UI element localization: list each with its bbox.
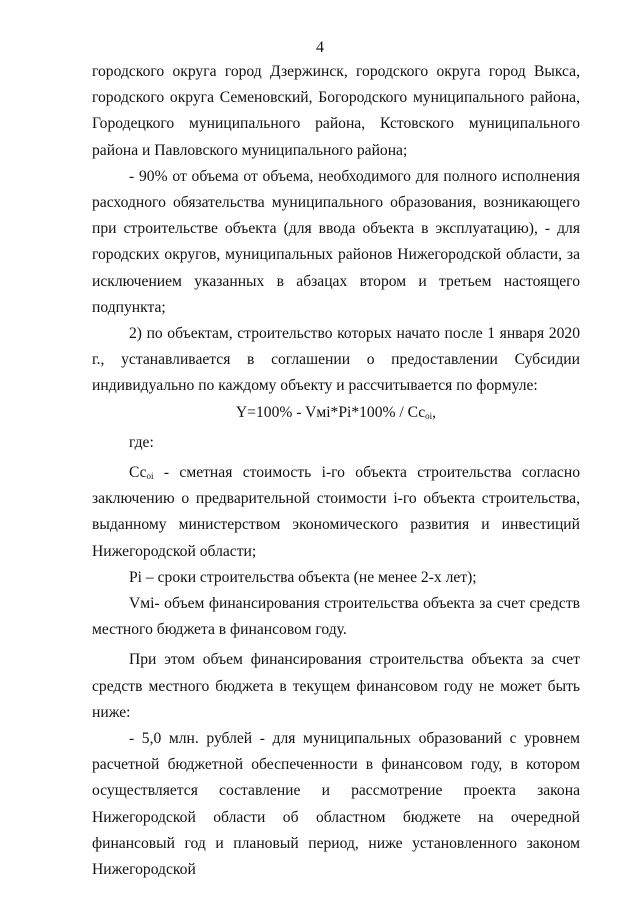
- paragraph-minimum-financing: При этом объем финансирования строительства объекта за счет средств местного бюджета в текущем финансовом году не может быть ниже:: [92, 651, 580, 721]
- definition-cc: [92, 460, 580, 565]
- formula-tail: ,: [432, 403, 437, 421]
- definition-cc-symbol: Сс: [129, 464, 147, 482]
- formula-subscript: oi: [425, 410, 433, 421]
- paragraph-where: где:: [129, 433, 154, 451]
- formula: [92, 400, 580, 426]
- formula-main: Y=100% - Vмi*Pi*100% / Сс: [235, 403, 426, 421]
- document-body: [92, 59, 580, 883]
- definition-cc-subscript: oi: [146, 471, 154, 482]
- paragraph-item-2: 2) по объектам, строительство которых начато после 1 января 2020 г., устанавливается в соглашении о предоставлении Субсидии индивидуально по каждому объекту и рассчитывается по формуле:: [92, 325, 580, 395]
- definition-pi: Pi – сроки строительства объекта (не менее 2-х лет);: [129, 568, 477, 586]
- paragraph-5-million: - 5,0 млн. рублей - для муниципальных образований с уровнем расчетной бюджетной обеспеченности в финансовом году, в котором осуществляется составление и рассмотрение проекта закона Нижегородской области об областном бюджете на очередной финансовый год и плановый период, ниже установленного законом Нижегородской: [92, 730, 580, 879]
- page-number: 4: [316, 39, 324, 56]
- paragraph-90-percent: - 90% от объема от объема, необходимого для полного исполнения расходного обязательства муниципального образования, возникающего при строительстве объекта (для ввода объекта в эксплуатацию), - для городских округов, муниципальных районов Нижегородской области, за исключением указанных в абзацах втором и третьем настоящего подпункта;: [92, 167, 580, 316]
- paragraph-continuation: городского округа город Дзержинск, городского округа город Выкса, городского округа Семеновский, Богородского муниципального района, Городецкого муниципального района, Кстовского муниципального района и Павловского муниципального района;: [92, 63, 580, 159]
- definition-cc-text: - сметная стоимость i-го объекта строительства согласно заключению о предварительной стоимости i-го объекта строительства, выданному министерством экономического развития и инвестиций Нижегородской области;: [92, 464, 580, 560]
- definition-vmi: Vмi- объем финансирования строительства объекта за счет средств местного бюджета в финансовом году.: [92, 595, 580, 639]
